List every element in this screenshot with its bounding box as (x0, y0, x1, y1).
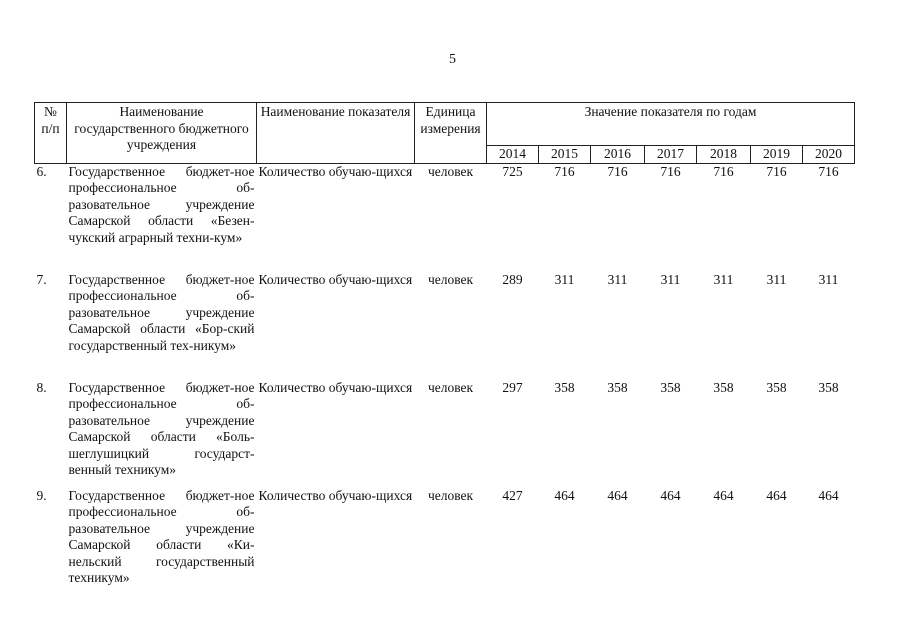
value-cell: 464 (713, 487, 734, 503)
table-row (35, 488, 855, 588)
value-cell: 358 (607, 379, 628, 395)
year-header: 2014 (487, 146, 539, 164)
unit: человек (427, 487, 474, 503)
value-cell: 358 (818, 379, 839, 395)
unit: человек (427, 271, 474, 287)
unit: человек (427, 379, 474, 395)
institution-name: Государственное бюджет-ное профессиональное об-разовательное учреждение Самарской области «Боль-шеглушицкий государст-венный техникум» (68, 379, 255, 477)
year-header: 2019 (751, 146, 803, 164)
value-cell: 311 (660, 271, 681, 287)
value-cell: 297 (502, 379, 523, 395)
value-cell: 358 (766, 379, 787, 395)
value-cell: 464 (818, 487, 839, 503)
indicator-name: Количество обучаю-щихся (258, 271, 413, 287)
year-header: 2015 (539, 146, 591, 164)
value-cell: 725 (502, 163, 523, 179)
row-number: 8. (36, 379, 47, 395)
year-header: 2016 (591, 146, 645, 164)
value-cell: 464 (766, 487, 787, 503)
table-row (35, 380, 855, 488)
page-number: 5 (449, 52, 456, 67)
institution-name: Государственное бюджет-ное профессиональное об-разовательное учреждение Самарской области «Ки-нельский государственный техникум» (68, 487, 255, 585)
value-cell: 358 (554, 379, 575, 395)
table-row (35, 272, 855, 380)
value-cell: 464 (660, 487, 681, 503)
indicator-name: Количество обучаю-щихся (258, 379, 413, 395)
value-cell: 358 (713, 379, 734, 395)
institution-name: Государственное бюджет-ное профессиональное об-разовательное учреждение Самарской области «Бор-ский государственный тех-никум» (68, 271, 255, 353)
value-cell: 311 (607, 271, 628, 287)
year-header: 2018 (697, 146, 751, 164)
indicator-name: Количество обучаю-щихся (258, 487, 413, 503)
value-cell: 716 (607, 163, 628, 179)
row-number: 7. (36, 271, 47, 287)
year-header: 2020 (803, 146, 855, 164)
header-values: Значение показателя по годам (487, 103, 855, 146)
value-cell: 358 (660, 379, 681, 395)
value-cell: 311 (554, 271, 575, 287)
value-cell: 716 (660, 163, 681, 179)
value-cell: 427 (502, 487, 523, 503)
value-cell: 716 (713, 163, 734, 179)
unit: человек (427, 163, 474, 179)
value-cell: 464 (607, 487, 628, 503)
value-cell: 311 (818, 271, 839, 287)
value-cell: 311 (766, 271, 787, 287)
row-number: 6. (36, 163, 47, 179)
header-institution: Наименование государственного бюджетного учреждения (67, 103, 257, 164)
value-cell: 716 (554, 163, 575, 179)
value-cell: 289 (502, 271, 523, 287)
header-row (35, 103, 855, 146)
value-cell: 716 (766, 163, 787, 179)
indicators-table (34, 102, 855, 588)
header-indicator: Наименование показателя (257, 103, 415, 164)
value-cell: 464 (554, 487, 575, 503)
table-row (35, 163, 855, 272)
value-cell: 311 (713, 271, 734, 287)
indicator-name: Количество обучаю-щихся (258, 163, 413, 179)
row-number: 9. (36, 487, 47, 503)
year-header: 2017 (645, 146, 697, 164)
header-unit: Единица измерения (415, 103, 487, 164)
value-cell: 716 (818, 163, 839, 179)
header-num: № п/п (35, 103, 67, 164)
institution-name: Государственное бюджет-ное профессиональное об-разовательное учреждение Самарской области «Безен-чукский аграрный техни-кум» (68, 163, 255, 245)
